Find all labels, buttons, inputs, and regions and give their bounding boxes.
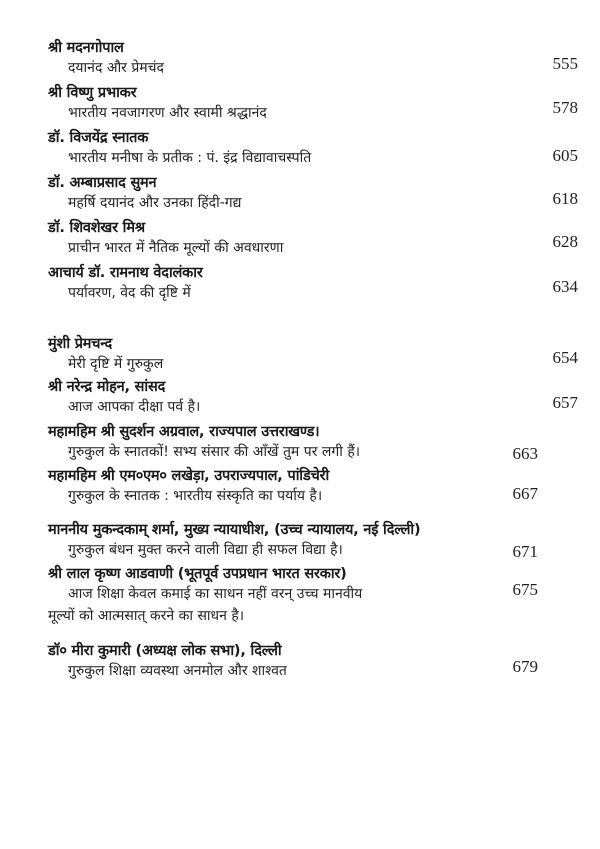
toc-entry bbox=[48, 83, 578, 125]
entry-author: श्री मदनगोपाल bbox=[48, 40, 124, 56]
entry-author: श्री लाल कृष्ण आडवाणी (भूतपूर्व उपप्रधान भारत सरकार) bbox=[48, 566, 347, 582]
entry-title: पर्यावरण, वेद की दृष्टि में bbox=[68, 285, 191, 301]
entry-author: डॉ. विजयेंद्र स्नातक bbox=[48, 130, 149, 146]
entry-page-number: 657 bbox=[552, 393, 578, 412]
entry-page-number: 605 bbox=[552, 146, 578, 165]
toc-entry bbox=[48, 334, 578, 376]
entry-title: आज शिक्षा केवल कमाई का साधन नहीं वरन् उच्च मानवीय bbox=[68, 586, 363, 602]
entry-author: माननीय मुकन्दकाम् शर्मा, मुख्य न्यायाधीश, (उच्च न्यायालय, नई दिल्ली) bbox=[48, 522, 421, 538]
toc-entry bbox=[48, 38, 578, 80]
entry-author: महामहिम श्री एम०एम० लखेड़ा, उपराज्यपाल, पांडिचेरी bbox=[48, 468, 330, 484]
entry-title: गुरुकुल के स्नातकों! सभ्य संसार की आँखें तुम पर लगी हैं। bbox=[68, 444, 361, 460]
entry-title: गुरुकुल शिक्षा व्यवस्था अनमोल और शाश्वत bbox=[68, 663, 287, 679]
entry-author: डॉ. शिवशेखर मिश्र bbox=[48, 220, 145, 236]
entry-page-number: 654 bbox=[552, 348, 578, 367]
entry-page-number: 679 bbox=[512, 657, 538, 676]
entry-title: भारतीय नवजागरण और स्वामी श्रद्धानंद bbox=[68, 105, 267, 121]
entry-author: आचार्य डॉ. रामनाथ वेदालंकार bbox=[48, 265, 203, 281]
entry-title: गुरुकुल के स्नातक : भारतीय संस्कृति का पर्याय है। bbox=[68, 488, 323, 504]
toc-entry bbox=[48, 377, 578, 419]
entry-page-number: 663 bbox=[512, 444, 538, 463]
entry-title: महर्षि दयानंद और उनका हिंदी-गद्य bbox=[68, 195, 242, 211]
toc-entry bbox=[48, 263, 578, 305]
entry-title-continuation: मूल्यों को आत्मसात् करने का साधन है। bbox=[48, 608, 245, 624]
entry-page-number: 618 bbox=[552, 189, 578, 208]
entry-title: आज आपका दीक्षा पर्व है। bbox=[68, 399, 201, 415]
entry-author: डॉ. अम्बाप्रसाद सुमन bbox=[48, 175, 157, 191]
entry-page-number: 675 bbox=[512, 580, 538, 599]
toc-entry bbox=[48, 173, 578, 215]
entry-author: महामहिम श्री सुदर्शन अग्रवाल, राज्यपाल उत्तराखण्ड। bbox=[48, 424, 320, 440]
entry-title: प्राचीन भारत में नैतिक मूल्यों की अवधारणा bbox=[68, 240, 284, 256]
entry-author: श्री नरेन्द्र मोहन, सांसद bbox=[48, 379, 166, 395]
toc-entry bbox=[48, 641, 578, 683]
toc-entry bbox=[48, 128, 578, 170]
entry-page-number: 555 bbox=[552, 54, 578, 73]
entry-page-number: 667 bbox=[512, 484, 538, 503]
entry-author: डॉ० मीरा कुमारी (अध्यक्ष लोक सभा), दिल्ली bbox=[48, 643, 282, 659]
toc-entry bbox=[48, 564, 578, 628]
toc-entry bbox=[48, 218, 578, 260]
entry-author: मुंशी प्रेमचन्द bbox=[48, 336, 113, 352]
entry-page-number: 671 bbox=[512, 542, 538, 561]
entry-author: श्री विष्णु प्रभाकर bbox=[48, 85, 137, 101]
entry-title: दयानंद और प्रेमचंद bbox=[68, 60, 164, 76]
toc-entry bbox=[48, 466, 578, 508]
entry-page-number: 634 bbox=[552, 277, 578, 296]
toc-entry bbox=[48, 422, 578, 464]
toc-entry bbox=[48, 520, 578, 562]
entry-title: भारतीय मनीषा के प्रतीक : पं. इंद्र विद्यावाचस्पति bbox=[68, 150, 312, 166]
entry-page-number: 578 bbox=[552, 98, 578, 117]
entry-title: गुरुकुल बंधन मुक्त करने वाली विद्या ही सफल विद्या है। bbox=[68, 542, 343, 558]
entry-title: मेरी दृष्टि में गुरुकुल bbox=[68, 356, 164, 372]
entry-page-number: 628 bbox=[552, 232, 578, 251]
